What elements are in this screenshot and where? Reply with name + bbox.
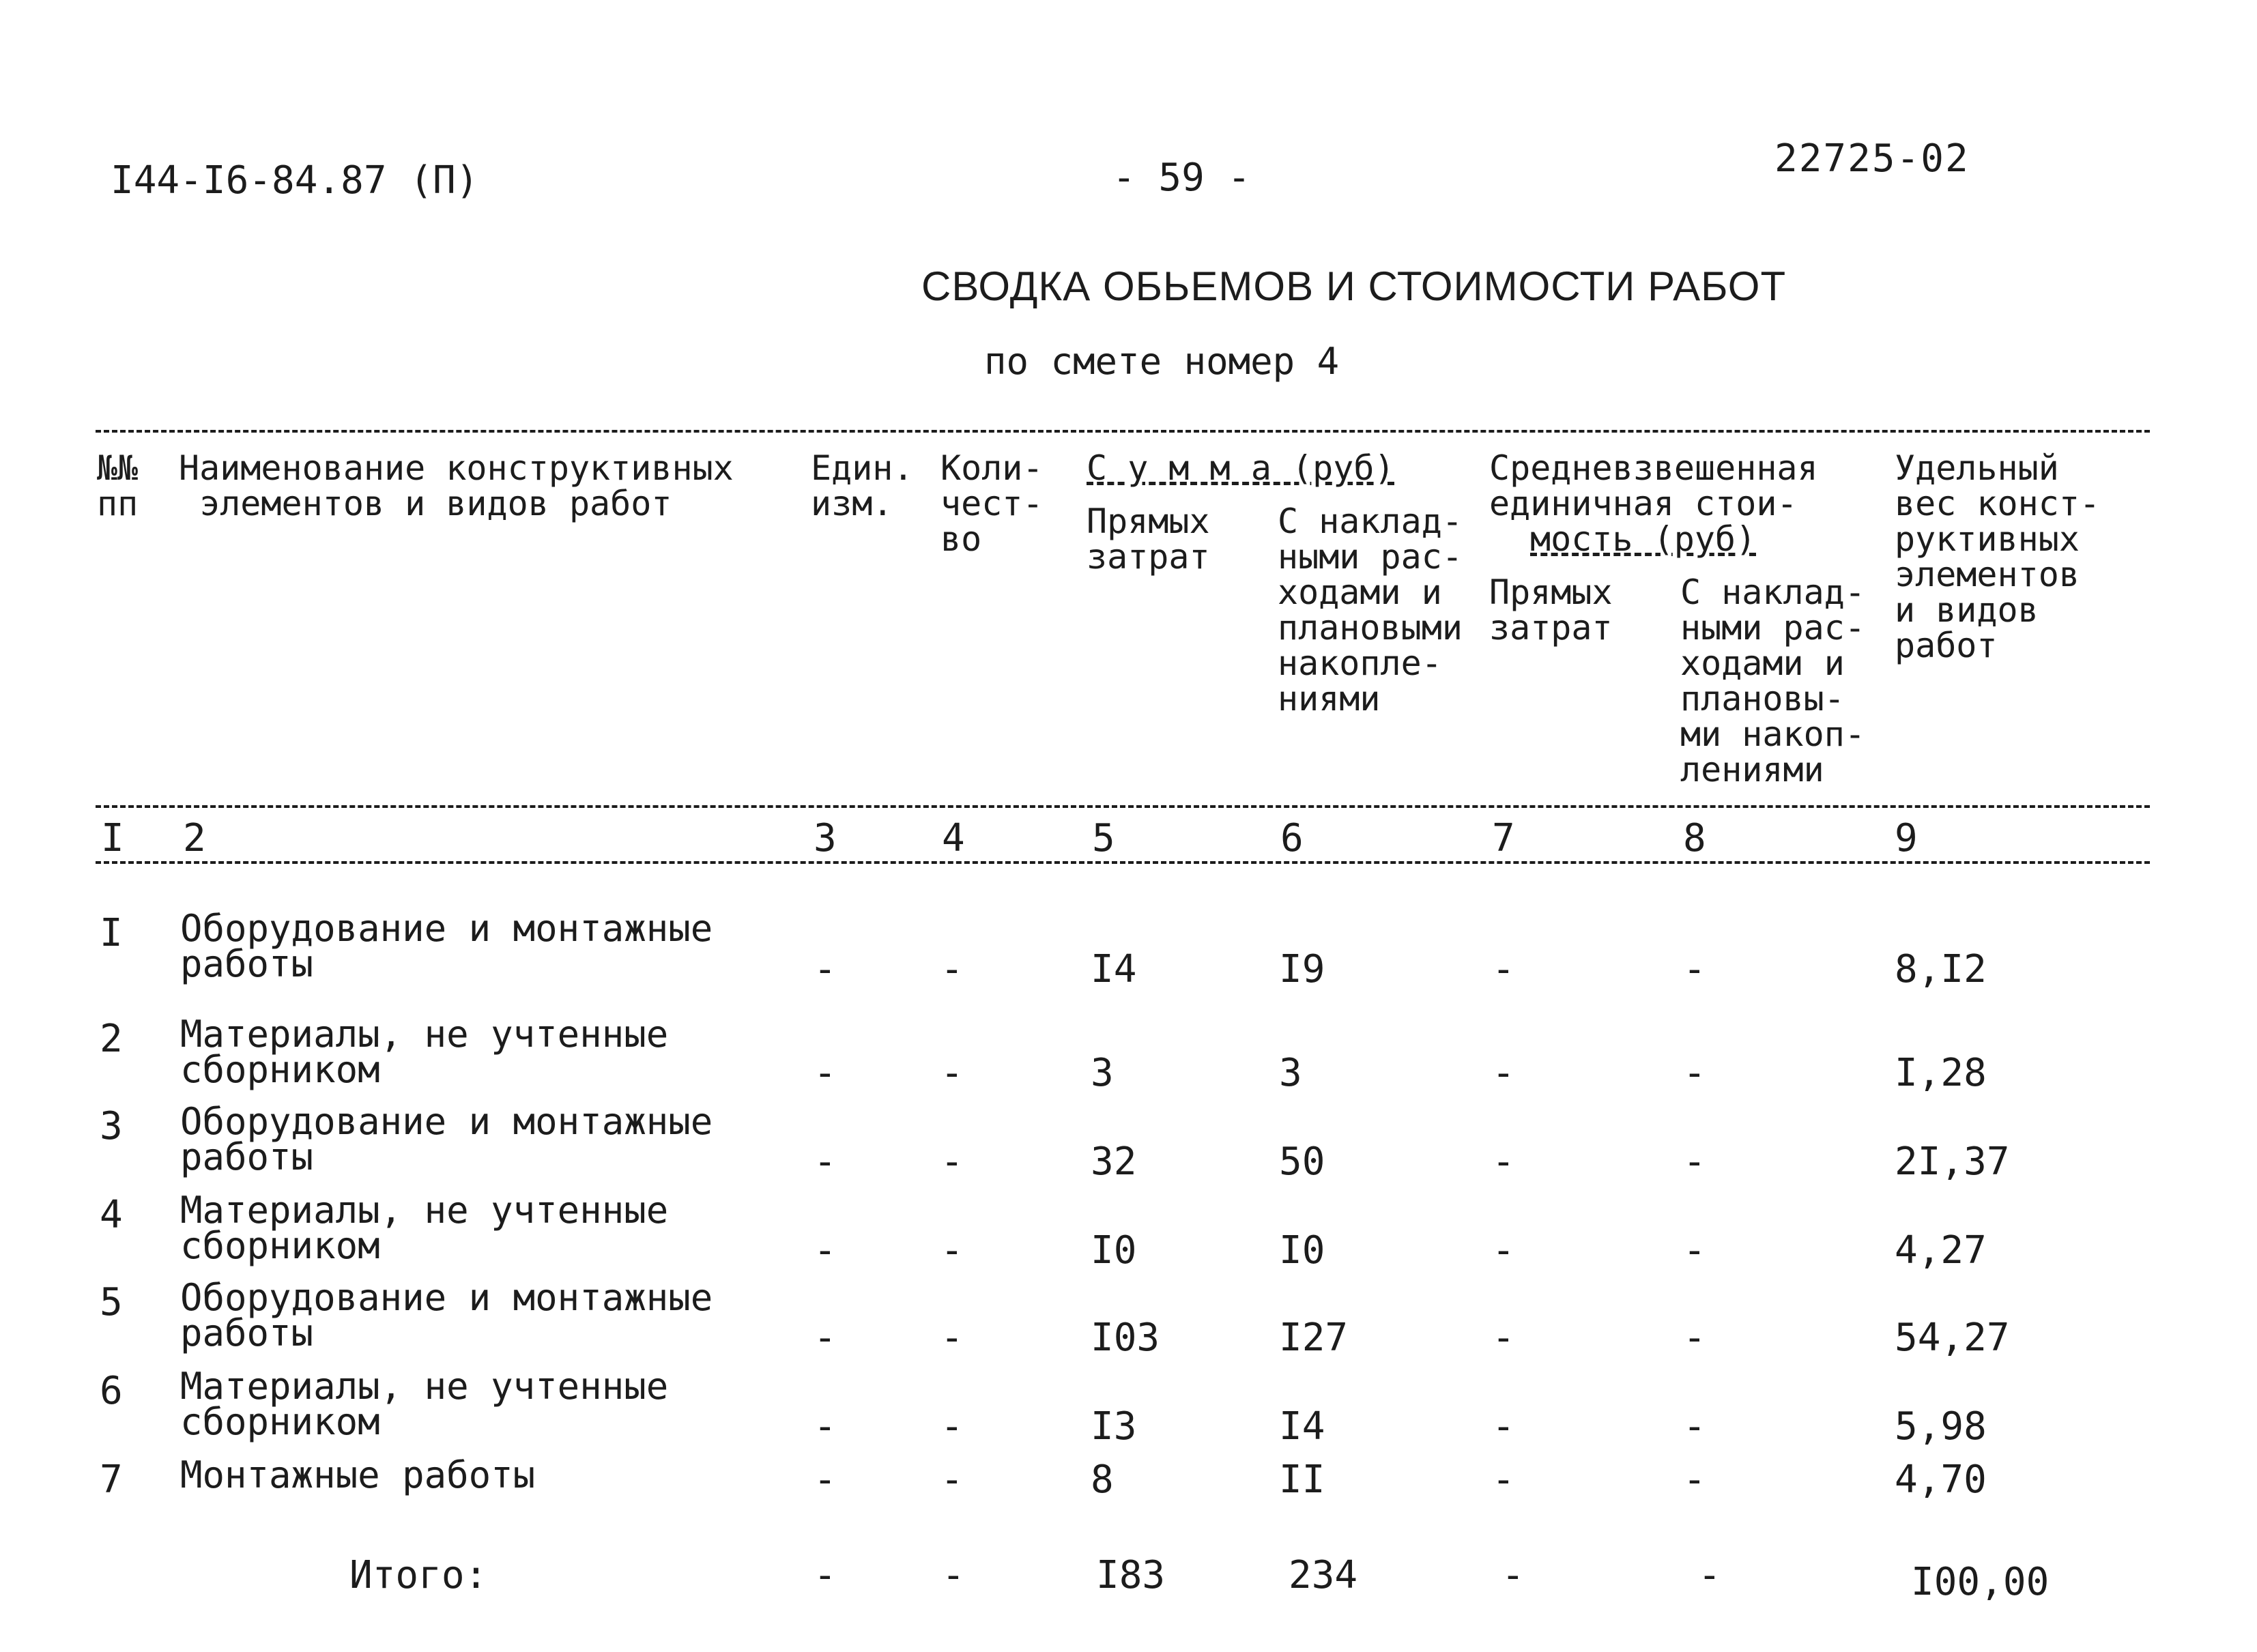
overhead-cost-cell: I4 (1279, 1404, 1325, 1449)
archive-stamp: 22725-02 (1774, 136, 1970, 181)
unit-cell: - (814, 947, 837, 991)
weight-cell: 2I,37 (1895, 1140, 2010, 1184)
header-col-overhead: С наклад- ными рас- ходами и плановыми накопле- ниями (1278, 502, 1463, 719)
total-avg-overhead: - (1698, 1553, 1721, 1597)
qty-cell: - (940, 1316, 964, 1360)
direct-cost-cell: 3 (1091, 1051, 1114, 1095)
avg-overhead-cell: - (1683, 1140, 1706, 1184)
weight-cell: 8,I2 (1895, 947, 1987, 991)
avg-overhead-cell: - (1683, 1316, 1706, 1360)
header-col-number: №№ пп (97, 448, 139, 523)
row-number: 6 (100, 1369, 123, 1413)
colnum-4: 4 (942, 816, 965, 860)
header-avg-title-2: единичная стои- (1489, 484, 1798, 523)
total-avg-direct: - (1501, 1553, 1525, 1597)
header-col-quantity: Коли- чест- во (940, 448, 1044, 559)
colnum-7: 7 (1492, 816, 1515, 860)
colnum-3: 3 (814, 816, 837, 860)
unit-cell: - (814, 1404, 837, 1449)
avg-direct-cell: - (1492, 1404, 1515, 1449)
overhead-cost-cell: II (1279, 1458, 1325, 1502)
work-name: Оборудование и монтажные работы (180, 1100, 713, 1178)
row-number: 4 (100, 1193, 123, 1237)
colnum-5: 5 (1092, 816, 1115, 860)
total-weight: I00,00 (1911, 1560, 2050, 1604)
weight-cell: 54,27 (1895, 1316, 2010, 1360)
colnum-8: 8 (1683, 816, 1706, 860)
avg-direct-cell: - (1492, 947, 1515, 991)
qty-cell: - (940, 1458, 964, 1502)
header-sum-title: С у м м а (руб) (1087, 448, 1395, 488)
unit-cell: - (814, 1458, 837, 1502)
unit-cell: - (814, 1140, 837, 1184)
header-avg-group (1530, 521, 1756, 557)
header-col-avg-direct: Прямых затрат (1489, 573, 1613, 648)
overhead-cost-cell: I0 (1279, 1228, 1325, 1273)
avg-direct-cell: - (1492, 1228, 1515, 1273)
unit-cell: - (814, 1228, 837, 1273)
header-col-name: Наименование конструктивных элементов и видов работ (179, 448, 734, 523)
total-overhead: 234 (1289, 1553, 1358, 1597)
row-number: 7 (100, 1458, 123, 1502)
direct-cost-cell: 32 (1091, 1140, 1137, 1184)
qty-cell: - (940, 1228, 964, 1273)
work-name: Монтажные работы (180, 1453, 536, 1496)
document-code: I44-I6-84.87 (П) (111, 158, 479, 203)
direct-cost-cell: I0 (1091, 1228, 1137, 1273)
work-name: Материалы, не учтенные сборником (180, 1189, 669, 1267)
direct-cost-cell: I03 (1091, 1316, 1160, 1360)
direct-cost-cell: I4 (1091, 947, 1137, 991)
header-avg-title-3: мость (руб) (1530, 519, 1757, 559)
avg-direct-cell: - (1492, 1140, 1515, 1184)
unit-cell: - (814, 1051, 837, 1095)
header-col-weight: Удельный вес конст- руктивных элементов и видов работ (1895, 448, 2101, 665)
colnum-2: 2 (183, 816, 206, 860)
avg-direct-cell: - (1492, 1458, 1515, 1502)
avg-overhead-cell: - (1683, 947, 1706, 991)
total-unit: - (814, 1553, 837, 1597)
colnum-bottom-rule (96, 861, 2150, 864)
work-name: Оборудование и монтажные работы (180, 1276, 713, 1354)
overhead-cost-cell: 50 (1279, 1140, 1325, 1184)
page-number: - 59 - (1112, 156, 1251, 200)
document-title: СВОДКА ОБЬЕМОВ И СТОИМОСТИ РАБОТ (921, 263, 1787, 309)
weight-cell: 4,70 (1895, 1458, 1987, 1502)
header-avg-title-1: Средневзвешенная (1489, 448, 1818, 488)
colnum-6: 6 (1280, 816, 1304, 860)
direct-cost-cell: I3 (1091, 1404, 1137, 1449)
work-name: Материалы, не учтенные сборником (180, 1013, 669, 1091)
total-label: Итого: (349, 1553, 488, 1597)
weight-cell: I,28 (1895, 1051, 1987, 1095)
row-number: I (100, 911, 123, 955)
row-number: 5 (100, 1280, 123, 1324)
header-col-unit: Един. изм. (811, 448, 914, 523)
qty-cell: - (940, 1051, 964, 1095)
row-number: 3 (100, 1104, 123, 1148)
work-name: Оборудование и монтажные работы (180, 907, 713, 985)
qty-cell: - (940, 1140, 964, 1184)
colnum-1: I (101, 816, 124, 860)
row-number: 2 (100, 1017, 123, 1061)
header-col-direct: Прямых затрат (1087, 502, 1210, 577)
overhead-cost-cell: 3 (1279, 1051, 1302, 1095)
avg-direct-cell: - (1492, 1316, 1515, 1360)
overhead-cost-cell: I27 (1279, 1316, 1349, 1360)
weight-cell: 5,98 (1895, 1404, 1987, 1449)
avg-overhead-cell: - (1683, 1228, 1706, 1273)
table-top-rule (96, 430, 2150, 433)
document-subtitle: по смете номер 4 (984, 340, 1340, 383)
avg-direct-cell: - (1492, 1051, 1515, 1095)
overhead-cost-cell: I9 (1279, 947, 1325, 991)
header-col-avg-overhead: С наклад- ными рас- ходами и плановы- ми накоп- лениями (1680, 573, 1865, 789)
direct-cost-cell: 8 (1091, 1458, 1114, 1502)
total-direct: I83 (1096, 1553, 1166, 1597)
header-sum-group (1087, 450, 1395, 486)
avg-overhead-cell: - (1683, 1051, 1706, 1095)
avg-overhead-cell: - (1683, 1404, 1706, 1449)
colnum-9: 9 (1895, 816, 1918, 860)
header-bottom-rule (96, 805, 2150, 808)
qty-cell: - (940, 1404, 964, 1449)
qty-cell: - (940, 947, 964, 991)
weight-cell: 4,27 (1895, 1228, 1987, 1273)
unit-cell: - (814, 1316, 837, 1360)
avg-overhead-cell: - (1683, 1458, 1706, 1502)
work-name: Материалы, не учтенные сборником (180, 1365, 669, 1443)
total-qty: - (942, 1553, 965, 1597)
